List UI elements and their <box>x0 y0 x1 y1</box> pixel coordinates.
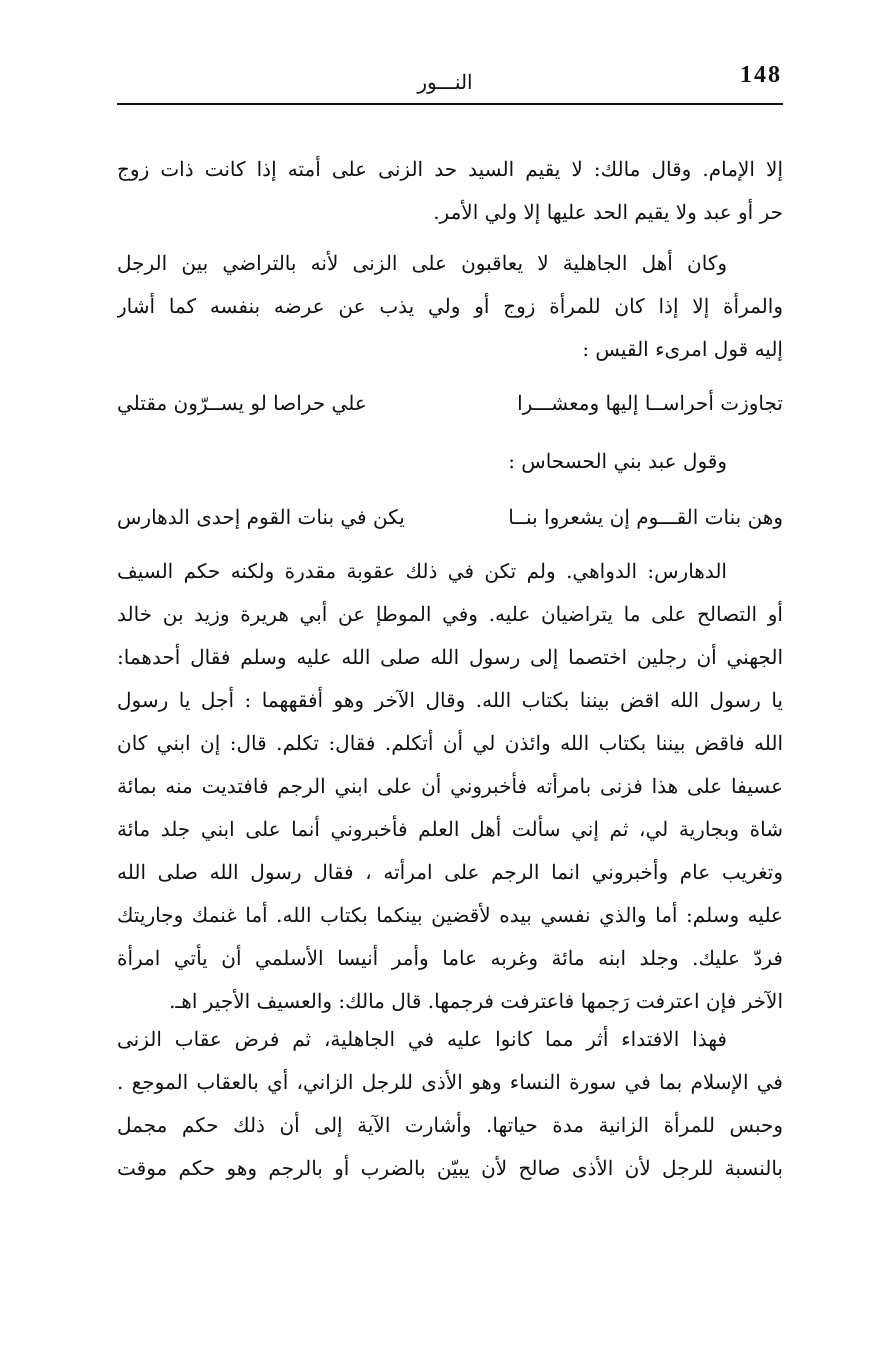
paragraph-3 <box>117 550 783 1023</box>
verse-1-second-hemistich <box>117 382 437 425</box>
paragraph-line: والمرأة إلا إذا كان للمرأة زوج أو ولي يذب عن عرضه بنفسه كما أشار <box>117 294 783 318</box>
paragraph-line: أو التصالح على ما يتراضيان عليه. وفي الموطإ عن أبي هريرة وزيد بن خالد <box>117 602 783 626</box>
verse-1-second-hemistich-text: علي حراصا لو يســرّون مقتلي <box>117 391 367 415</box>
running-title: النـــور <box>417 70 473 94</box>
paragraph-line: إلا الإمام. وقال مالك: لا يقيم السيد حد الزنى على أمته إذا كانت ذات زوج <box>117 157 783 181</box>
header-rule <box>117 103 783 105</box>
paragraph-line: عسيفا على هذا فزنى بامرأته فأخبروني أن على ابني الرجم فافتديت منه بمائة <box>117 774 783 798</box>
paragraph-line: بالنسبة للرجل لأن الأذى صالح لأن يبيّن بالضرب أو بالرجم وهو حكم موقت <box>117 1156 783 1180</box>
paragraph-line: يا رسول الله اقض بيننا بكتاب الله. وقال الآخر وهو أفقههما : أجل يا رسول <box>117 688 783 712</box>
paragraph-line: شاة وبجارية لي، ثم إني سألت أهل العلم فأخبروني أنما على ابني جلد مائة <box>117 817 783 841</box>
paragraph-line: فردّ عليك. وجلد ابنه مائة وغربه عاما وأمر أنيسا الأسلمي أن يأتي امرأة <box>117 946 783 970</box>
paragraph-1 <box>117 148 783 234</box>
paragraph-line: عليه وسلم: أما والذي نفسي بيده لأقضين بينكما بكتاب الله. أما غنمك وجاريتك <box>117 903 783 927</box>
verse-2-first-hemistich: وهن بنات القـــوم إن يشعروا بنــا <box>508 505 783 529</box>
verse-2 <box>117 496 783 539</box>
page-number: 148 <box>740 62 782 88</box>
paragraph-line: الآخر فإن اعترفت رَجمها فاعترفت فرجمها. قال مالك: والعسيف الأجير اهـ. <box>169 989 783 1013</box>
paragraph-line: وكان أهل الجاهلية لا يعاقبون على الزنى لأنه بالتراضي بين الرجل <box>117 251 727 275</box>
paragraph-line: وحبس للمرأة الزانية مدة حياتها. وأشارت الآية إلى أن ذلك حكم مجمل <box>117 1113 783 1137</box>
paragraph-line: الله فاقض بيننا بكتاب الله وائذن لي أن أتكلم. فقال: تكلم. قال: إن ابني كان <box>117 731 783 755</box>
paragraph-line: الجهني أن رجلين اختصما إلى رسول الله صلى الله عليه وسلم فقال أحدهما: <box>117 645 783 669</box>
verse-2-second-hemistich-text: يكن في بنات القوم إحدى الدهارس <box>117 505 405 529</box>
paragraph-2 <box>117 242 783 371</box>
verse-2-second-hemistich <box>117 496 437 539</box>
verse-1 <box>117 382 783 425</box>
paragraph-line: إليه قول امرىء القيس : <box>582 337 783 361</box>
paragraph-line: فهذا الافتداء أثر مما كانوا عليه في الجاهلية، ثم فرض عقاب الزنى <box>117 1027 727 1051</box>
paragraph-line: حر أو عبد ولا يقيم الحد عليها إلا ولي الأمر. <box>433 200 783 224</box>
paragraph-4 <box>117 1018 783 1190</box>
verse-2-intro: وقول عبد بني الحسحاس : <box>508 449 727 473</box>
paragraph-line: الدهارس: الدواهي. ولم تكن في ذلك عقوبة مقدرة ولكنه حكم السيف <box>117 559 727 583</box>
paragraph-line: في الإسلام بما في سورة النساء وهو الأذى للرجل الزاني، أي بالعقاب الموجع . <box>117 1070 783 1094</box>
paragraph-line: وتغريب عام وأخبروني انما الرجم على امرأته ، فقال رسول الله صلى الله <box>117 860 783 884</box>
verse-1-first-hemistich: تجاوزت أحراســا إليها ومعشـــرا <box>517 391 783 415</box>
